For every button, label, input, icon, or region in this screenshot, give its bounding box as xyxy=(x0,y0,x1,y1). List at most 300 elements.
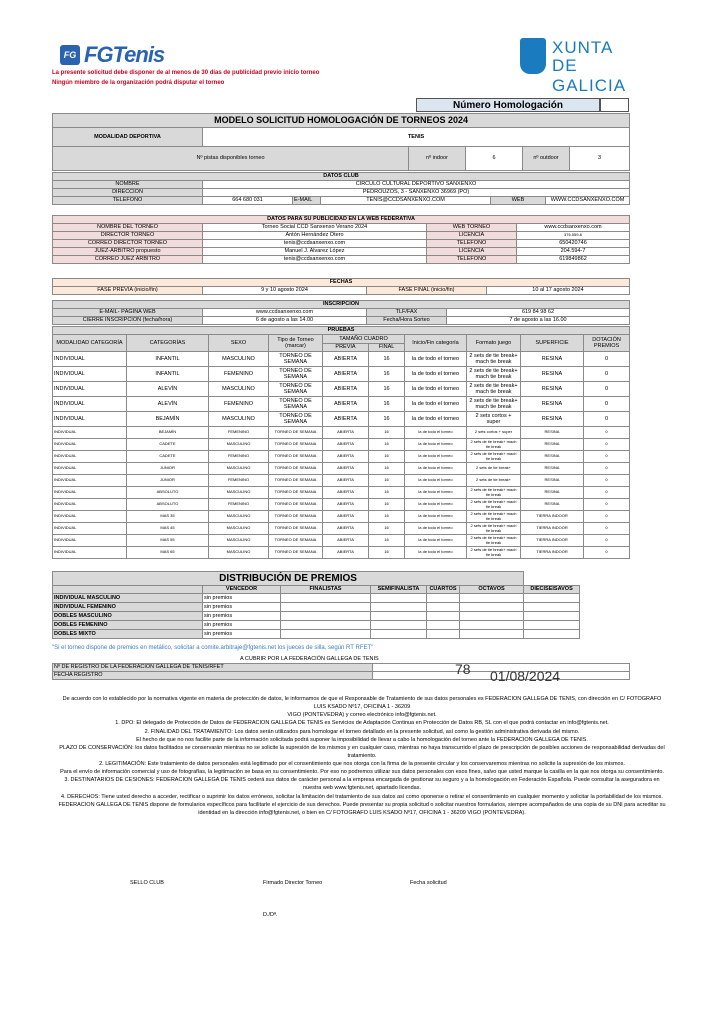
pruebas-cell-inicio[interactable]: la de todo el torneo xyxy=(405,397,467,412)
pruebas-cell-formato[interactable]: 2 sets de tie break+ mach tie break xyxy=(467,397,521,412)
pruebas-cell-sexo[interactable]: MASCULINO xyxy=(209,523,269,535)
pruebas-cell-inicio[interactable]: la de todo el torneo xyxy=(405,463,467,475)
sello-club-label: SELLO CLUB xyxy=(130,880,164,886)
xunta-crest-icon xyxy=(520,38,546,74)
pruebas-cell-sexo[interactable]: FEMENINO xyxy=(209,499,269,511)
pruebas-cell-mod[interactable]: INDIVIDUAL xyxy=(53,382,127,397)
pruebas-cell-cat[interactable]: CADETE xyxy=(127,439,209,451)
pruebas-cell-sexo[interactable]: FEMENINO xyxy=(209,367,269,382)
pruebas-cell-inicio[interactable]: la de todo el torneo xyxy=(405,412,467,427)
pruebas-cell-final[interactable]: 16 xyxy=(369,535,405,547)
pruebas-cell-dot[interactable]: 0 xyxy=(584,475,630,487)
pruebas-row xyxy=(53,463,630,475)
pruebas-cell-dot[interactable]: 0 xyxy=(584,511,630,523)
registro-label: Nº DE REGISTRO DE LA FEDERACIÓN GALLEGA DE TENIS/RFET xyxy=(53,664,373,672)
club-telefono-label: TELÉFONO xyxy=(53,197,203,205)
pruebas-row xyxy=(53,427,630,439)
premios-empty-cell[interactable] xyxy=(281,621,371,630)
pruebas-cell-cat[interactable]: ALEVÍN xyxy=(127,382,209,397)
pruebas-cell-dot[interactable]: 0 xyxy=(584,547,630,559)
pruebas-cell-sup[interactable]: RESINA xyxy=(521,412,584,427)
pruebas-cell-dot[interactable]: 0 xyxy=(584,427,630,439)
pruebas-cell-tipo[interactable]: TORNEO DE SEMANA xyxy=(269,475,323,487)
premios-empty-cell[interactable] xyxy=(427,603,460,612)
pruebas-cell-sexo[interactable]: MASCULINO xyxy=(209,487,269,499)
fed-label-nombre-torneo: NOMBRE DEL TORNEO xyxy=(53,224,203,232)
pruebas-cell-sup[interactable]: RESINA xyxy=(521,463,584,475)
pruebas-cell-sexo[interactable]: MASCULINO xyxy=(209,547,269,559)
pruebas-cell-formato[interactable]: 2 sets de tie break+ mach tie break xyxy=(467,451,521,463)
sorteo-value[interactable]: 7 de agosto a las 16.00 xyxy=(447,317,630,325)
pruebas-cell-cat[interactable]: JUNIOR xyxy=(127,463,209,475)
fed-value-nombre-torneo[interactable]: Torneo Social CCD Sanxenxo Verano 2024 xyxy=(203,224,427,232)
pruebas-cell-dot[interactable]: 0 xyxy=(584,397,630,412)
pruebas-cell-sup[interactable]: TIERRA INDOOR xyxy=(521,547,584,559)
header-table xyxy=(52,113,630,171)
pruebas-cell-final[interactable]: 16 xyxy=(369,463,405,475)
pruebas-cell-cat[interactable]: ALEVÍN xyxy=(127,397,209,412)
pruebas-cell-tipo[interactable]: TORNEO DE SEMANA xyxy=(269,382,323,397)
pruebas-cell-previa[interactable]: ABIERTA xyxy=(323,439,369,451)
pruebas-cell-sup[interactable]: TIERRA INDOOR xyxy=(521,535,584,547)
pruebas-cell-dot[interactable]: 0 xyxy=(584,367,630,382)
fed-value-telefono-director[interactable]: 650420746 xyxy=(517,240,630,248)
col-formato: Formato juego xyxy=(467,335,521,352)
fase-previa-value[interactable]: 9 y 10 agosto 2024 xyxy=(203,287,367,295)
premios-empty-cell[interactable] xyxy=(427,630,460,639)
pruebas-cell-final[interactable]: 16 xyxy=(369,439,405,451)
pruebas-cell-sup[interactable]: RESINA xyxy=(521,451,584,463)
pruebas-cell-final[interactable]: 16 xyxy=(369,451,405,463)
premios-row xyxy=(53,630,630,639)
legal-paragraph: 1. DPO: El delegado de Protección de Datos de FEDERACION GALLEGA DE TENIS es Servicios de Adaptación Continua en Protección de Datos RB, SL con el que podrá contactar en info@fgtenis.net. xyxy=(115,720,609,727)
pruebas-cell-final[interactable]: 16 xyxy=(369,382,405,397)
xunta-logo-line1: XUNTA xyxy=(552,38,614,57)
pruebas-row xyxy=(53,382,630,397)
pruebas-cell-tipo[interactable]: TORNEO DE SEMANA xyxy=(269,451,323,463)
fed-value-licencia-juez[interactable]: 204.594-7 xyxy=(517,248,630,256)
pruebas-cell-sup[interactable]: RESINA xyxy=(521,397,584,412)
pruebas-cell-dot[interactable]: 0 xyxy=(584,535,630,547)
pruebas-cell-mod[interactable]: INDIVIDUAL xyxy=(53,475,127,487)
premios-col-octavos: OCTAVOS xyxy=(460,586,524,594)
pruebas-row xyxy=(53,547,630,559)
premios-empty-cell[interactable] xyxy=(460,630,524,639)
pruebas-cell-tipo[interactable]: TORNEO DE SEMANA xyxy=(269,352,323,367)
pruebas-cell-previa[interactable]: ABIERTA xyxy=(323,382,369,397)
premios-empty-cell[interactable] xyxy=(460,621,524,630)
pruebas-cell-sexo[interactable]: FEMENINO xyxy=(209,451,269,463)
pruebas-cell-inicio[interactable]: la de todo el torneo xyxy=(405,367,467,382)
club-web-value[interactable]: WWW.CCDSANXENXO.COM xyxy=(546,197,630,205)
indoor-label: nº indoor xyxy=(409,147,466,171)
premios-vencedor-value[interactable]: sin premios xyxy=(203,603,281,612)
pruebas-cell-tipo[interactable]: TORNEO DE SEMANA xyxy=(269,427,323,439)
pruebas-cell-mod[interactable]: INDIVIDUAL xyxy=(53,397,127,412)
pruebas-section-title: PRUEBAS xyxy=(53,327,630,335)
pruebas-cell-cat[interactable]: MAS 45 xyxy=(127,523,209,535)
pruebas-cell-sup[interactable]: RESINA xyxy=(521,487,584,499)
fase-final-label: FASE FINAL (inicio/fin) xyxy=(367,287,487,295)
pruebas-cell-inicio[interactable]: la de todo el torneo xyxy=(405,382,467,397)
pruebas-cell-previa[interactable]: ABIERTA xyxy=(323,352,369,367)
pruebas-cell-dot[interactable]: 0 xyxy=(584,523,630,535)
pruebas-cell-mod[interactable]: INDIVIDUAL xyxy=(53,427,127,439)
pruebas-cell-previa[interactable]: ABIERTA xyxy=(323,427,369,439)
premios-empty-cell[interactable] xyxy=(460,594,524,603)
pruebas-cell-sexo[interactable]: FEMENINO xyxy=(209,475,269,487)
pruebas-cell-cat[interactable]: ABSOLUTO xyxy=(127,487,209,499)
inscripcion-email-value[interactable]: www.ccdsanxenxo.com xyxy=(203,309,367,317)
pruebas-cell-dot[interactable]: 0 xyxy=(584,352,630,367)
premios-row xyxy=(53,621,630,630)
pruebas-cell-sexo[interactable]: FEMENINO xyxy=(209,397,269,412)
fed-value-web-torneo[interactable]: www.ccdsanxenxo.com xyxy=(517,224,630,232)
pruebas-cell-previa[interactable]: ABIERTA xyxy=(323,547,369,559)
pruebas-cell-tipo[interactable]: TORNEO DE SEMANA xyxy=(269,367,323,382)
outdoor-label: nº outdoor xyxy=(523,147,570,171)
premios-vencedor-value[interactable]: sin premios xyxy=(203,621,281,630)
pruebas-row xyxy=(53,475,630,487)
inscripcion-tlf-value[interactable]: 619 84 98 62 xyxy=(447,309,630,317)
pruebas-cell-cat[interactable]: INFANTIL xyxy=(127,367,209,382)
pruebas-cell-previa[interactable]: ABIERTA xyxy=(323,463,369,475)
pruebas-cell-sup[interactable]: TIERRA INDOOR xyxy=(521,523,584,535)
premios-empty-cell[interactable] xyxy=(371,621,427,630)
pruebas-cell-previa[interactable]: ABIERTA xyxy=(323,412,369,427)
pruebas-cell-final[interactable]: 16 xyxy=(369,547,405,559)
pruebas-cell-dot[interactable]: 0 xyxy=(584,463,630,475)
pruebas-cell-inicio[interactable]: la de todo el torneo xyxy=(405,439,467,451)
premios-vencedor-value[interactable]: sin premios xyxy=(203,612,281,621)
pruebas-cell-sup[interactable]: RESINA xyxy=(521,352,584,367)
premios-empty-cell[interactable] xyxy=(524,630,580,639)
pruebas-cell-inicio[interactable]: la de todo el torneo xyxy=(405,352,467,367)
pruebas-cell-previa[interactable]: ABIERTA xyxy=(323,397,369,412)
pruebas-row xyxy=(53,499,630,511)
federativa-section-title: DATOS PARA SU PUBLICIDAD EN LA WEB FEDERATIVA xyxy=(53,216,630,224)
inscripcion-section-title: INSCRIPCIÓN xyxy=(53,301,630,309)
club-direccion-value[interactable]: PEDROUZOS, 3 - SANXENXO 36969 (PO) xyxy=(203,189,630,197)
form-title: MODELO SOLICITUD HOMOLOGACIÓN DE TORNEOS 2024 xyxy=(53,114,630,128)
pruebas-cell-formato[interactable]: 2 sets de tie break+ mach tie break xyxy=(467,499,521,511)
pruebas-cell-formato[interactable]: 2 sets de tie break+ xyxy=(467,463,521,475)
pruebas-table xyxy=(52,326,630,559)
premios-empty-cell[interactable] xyxy=(427,594,460,603)
pruebas-cell-final[interactable]: 16 xyxy=(369,499,405,511)
pruebas-cell-mod[interactable]: INDIVIDUAL xyxy=(53,463,127,475)
premios-row xyxy=(53,594,630,603)
pruebas-cell-tipo[interactable]: TORNEO DE SEMANA xyxy=(269,397,323,412)
pruebas-cell-formato[interactable]: 2 sets de tie break+ mach tie break xyxy=(467,523,521,535)
premios-empty-cell[interactable] xyxy=(460,612,524,621)
pruebas-cell-sup[interactable]: RESINA xyxy=(521,499,584,511)
pruebas-cell-final[interactable]: 16 xyxy=(369,475,405,487)
pruebas-row xyxy=(53,511,630,523)
fechas-table xyxy=(52,278,630,295)
warning-organizacion: Ningún miembro de la organización podrá disputar el torneo xyxy=(52,80,225,86)
club-direccion-label: DIRECCIÓN xyxy=(53,189,203,197)
pruebas-cell-sexo[interactable]: MASCULINO xyxy=(209,463,269,475)
pruebas-cell-mod[interactable]: INDIVIDUAL xyxy=(53,352,127,367)
legal-paragraph: 4. DERECHOS: Tiene usted derecho a acceder, rectificar o suprimir los datos erróneos, solicitar la limitación del tratamiento de sus datos así como oponerse o retirar el consentimiento en cualquier momento y solicitar la portabilidad de los mismos. xyxy=(61,793,663,800)
pruebas-cell-cat[interactable]: INFANTIL xyxy=(127,352,209,367)
pruebas-cell-formato[interactable]: 2 sets de tie break+ mach tie break xyxy=(467,487,521,499)
pruebas-row xyxy=(53,352,630,367)
fed-label-telefono-juez: TELÉFONO xyxy=(427,256,517,264)
pruebas-cell-tipo[interactable]: TORNEO DE SEMANA xyxy=(269,463,323,475)
premios-note: "Si el torneo dispone de premios en metálico, solicitar a comite.arbitraje@fgtenis.net los jueces de silla, según RT RFET" xyxy=(52,645,374,651)
pruebas-cell-mod[interactable]: INDIVIDUAL xyxy=(53,487,127,499)
numero-homologacion-value[interactable] xyxy=(600,98,629,112)
fed-value-licencia-director[interactable]: 376.559-6 xyxy=(517,232,630,240)
premios-empty-cell[interactable] xyxy=(371,594,427,603)
pruebas-cell-tipo[interactable]: TORNEO DE SEMANA xyxy=(269,439,323,451)
pruebas-cell-cat[interactable]: BEJAMÍN xyxy=(127,427,209,439)
col-sexo: SEXO xyxy=(209,335,269,352)
federacion-cubrir-label: A CUBRIR POR LA FEDERACIÓN GALLEGA DE TENIS xyxy=(240,656,379,662)
pruebas-cell-final[interactable]: 16 xyxy=(369,367,405,382)
col-dotacion: DOTACIÓN PREMIOS xyxy=(584,335,630,352)
fed-value-correo-juez[interactable]: tenis@ccdsanxenxo.com xyxy=(203,256,427,264)
premios-empty-cell[interactable] xyxy=(371,612,427,621)
pruebas-cell-cat[interactable]: BEJAMÍN xyxy=(127,412,209,427)
numero-homologacion-label: Número Homologación xyxy=(416,98,600,112)
pruebas-cell-mod[interactable]: INDIVIDUAL xyxy=(53,367,127,382)
pruebas-cell-previa[interactable]: ABIERTA xyxy=(323,535,369,547)
premios-empty-cell[interactable] xyxy=(371,630,427,639)
pruebas-cell-sup[interactable]: RESINA xyxy=(521,475,584,487)
premios-empty-cell[interactable] xyxy=(524,603,580,612)
pruebas-cell-sup[interactable]: RESINA xyxy=(521,427,584,439)
premios-vencedor-value[interactable]: sin premios xyxy=(203,630,281,639)
fed-value-telefono-juez[interactable]: 619849862 xyxy=(517,256,630,264)
pruebas-cell-sexo[interactable]: MASCULINO xyxy=(209,412,269,427)
premios-table xyxy=(52,571,630,639)
fecha-solicitud-label: Fecha solicitud xyxy=(410,880,447,886)
inscripcion-email-label: E-MAIL- PÁGINA WEB xyxy=(53,309,203,317)
fed-label-director: DIRECTOR TORNEO xyxy=(53,232,203,240)
pruebas-cell-dot[interactable]: 0 xyxy=(584,382,630,397)
premios-row-label: INDIVIDUAL FEMENINO xyxy=(53,603,203,612)
pruebas-cell-mod[interactable]: INDIVIDUAL xyxy=(53,547,127,559)
premios-vencedor-value[interactable]: sin premios xyxy=(203,594,281,603)
fed-label-web-torneo: WEB TORNEO xyxy=(427,224,517,232)
pruebas-cell-final[interactable]: 16 xyxy=(369,487,405,499)
pruebas-cell-sup[interactable]: RESINA xyxy=(521,439,584,451)
pruebas-cell-sup[interactable]: TIERRA INDOOR xyxy=(521,511,584,523)
premios-empty-cell[interactable] xyxy=(281,630,371,639)
club-telefono-value[interactable]: 664 680 031 xyxy=(203,197,293,205)
pruebas-cell-final[interactable]: 16 xyxy=(369,511,405,523)
premios-empty-cell[interactable] xyxy=(281,603,371,612)
fed-value-director[interactable]: Antón Hernández Otero xyxy=(203,232,427,240)
pruebas-row xyxy=(53,451,630,463)
pruebas-cell-mod[interactable]: INDIVIDUAL xyxy=(53,511,127,523)
pruebas-cell-previa[interactable]: ABIERTA xyxy=(323,499,369,511)
pruebas-cell-cat[interactable]: JUNIOR xyxy=(127,475,209,487)
pruebas-cell-cat[interactable]: MAS 65 xyxy=(127,547,209,559)
club-email-value[interactable]: TENIS@CCDSANXENXO.COM xyxy=(321,197,491,205)
pruebas-cell-previa[interactable]: ABIERTA xyxy=(323,487,369,499)
pruebas-cell-inicio[interactable]: la de todo el torneo xyxy=(405,427,467,439)
fgtenis-logo-text: FGTenis xyxy=(84,42,165,67)
pruebas-cell-mod[interactable]: INDIVIDUAL xyxy=(53,523,127,535)
premios-col-dieciseisavos: DIECISEISAVOS xyxy=(524,586,580,594)
pruebas-cell-previa[interactable]: ABIERTA xyxy=(323,475,369,487)
pruebas-cell-final[interactable]: 16 xyxy=(369,397,405,412)
cierre-inscripcion-label: CIERRE INSCRIPCIÓN (fecha/hora) xyxy=(53,317,203,325)
xunta-logo-line2: DE GALICIA xyxy=(552,56,627,95)
premios-empty-cell[interactable] xyxy=(371,603,427,612)
pruebas-row xyxy=(53,523,630,535)
premios-row-label: DOBLES FEMENINO xyxy=(53,621,203,630)
premios-empty-cell[interactable] xyxy=(524,621,580,630)
pruebas-cell-dot[interactable]: 0 xyxy=(584,487,630,499)
pruebas-cell-tipo[interactable]: TORNEO DE SEMANA xyxy=(269,499,323,511)
fgtenis-logo xyxy=(60,42,185,68)
outdoor-value[interactable]: 3 xyxy=(570,147,630,171)
club-nombre-label: NOMBRE xyxy=(53,181,203,189)
pruebas-cell-inicio[interactable]: la de todo el torneo xyxy=(405,523,467,535)
legal-text xyxy=(56,695,668,817)
premios-empty-cell[interactable] xyxy=(524,612,580,621)
premios-empty-cell[interactable] xyxy=(427,612,460,621)
fed-value-juez[interactable]: Manuel J. Alvarez López xyxy=(203,248,427,256)
fgtenis-logo-mark: FG xyxy=(60,45,80,65)
premios-col-vencedor: VENCEDOR xyxy=(203,586,281,594)
col-superficie: SUPERFICIE xyxy=(521,335,584,352)
pruebas-cell-formato[interactable]: 2 sets de tie break+ mach tie break xyxy=(467,439,521,451)
numero-homologacion xyxy=(416,98,629,112)
pruebas-cell-final[interactable]: 16 xyxy=(369,412,405,427)
pruebas-cell-formato[interactable]: 2 sets cortos + super xyxy=(467,412,521,427)
premios-rows xyxy=(53,594,630,639)
legal-paragraph: 2. LEGITIMACIÓN: Este tratamiento de datos personales está legitimado por el consentimiento que nos otorga con la firma de la presente circular y los conservaremos mientras no solicite la supresión de los mismos. xyxy=(99,761,625,767)
pruebas-cell-inicio[interactable]: la de todo el torneo xyxy=(405,547,467,559)
pruebas-cell-previa[interactable]: ABIERTA xyxy=(323,367,369,382)
pruebas-cell-previa[interactable]: ABIERTA xyxy=(323,511,369,523)
pruebas-cell-dot[interactable]: 0 xyxy=(584,499,630,511)
premios-empty-cell[interactable] xyxy=(427,621,460,630)
pruebas-cell-sexo[interactable]: MASCULINO xyxy=(209,382,269,397)
pruebas-cell-formato[interactable]: 2 sets cortos + super xyxy=(467,427,521,439)
pruebas-cell-dot[interactable]: 0 xyxy=(584,439,630,451)
pruebas-cell-mod[interactable]: INDIVIDUAL xyxy=(53,451,127,463)
pruebas-cell-final[interactable]: 16 xyxy=(369,523,405,535)
pruebas-cell-tipo[interactable]: TORNEO DE SEMANA xyxy=(269,511,323,523)
premios-row-label: INDIVIDUAL MASCULINO xyxy=(53,594,203,603)
legal-paragraph: 2. FINALIDAD DEL TRATAMIENTO: Los datos serán utilizados para homologar el torneo detallado en la presente solicitud, así como la gestión administrativa derivada del mismo. xyxy=(144,728,580,735)
premios-empty-cell[interactable] xyxy=(460,603,524,612)
pruebas-cell-dot[interactable]: 0 xyxy=(584,412,630,427)
pruebas-cell-cat[interactable]: MAS 35 xyxy=(127,511,209,523)
club-nombre-value[interactable]: CIRCULO CULTURAL DEPORTIVO SANXENXO xyxy=(203,181,630,189)
pruebas-cell-final[interactable]: 16 xyxy=(369,352,405,367)
premios-empty-cell[interactable] xyxy=(281,594,371,603)
pruebas-cell-formato[interactable]: 2 sets de tie break+ mach tie break xyxy=(467,352,521,367)
pruebas-cell-formato[interactable]: 2 sets de tie break+ xyxy=(467,475,521,487)
pruebas-cell-formato[interactable]: 2 sets de tie break+ mach tie break xyxy=(467,547,521,559)
pruebas-cell-cat[interactable]: ABSOLUTO xyxy=(127,499,209,511)
premios-row xyxy=(53,603,630,612)
pruebas-cell-final[interactable]: 16 xyxy=(369,427,405,439)
pruebas-cell-sup[interactable]: RESINA xyxy=(521,382,584,397)
fed-value-correo-director[interactable]: tenis@ccdsanxenxo.com xyxy=(203,240,427,248)
pruebas-cell-mod[interactable]: INDIVIDUAL xyxy=(53,499,127,511)
pruebas-cell-previa[interactable]: ABIERTA xyxy=(323,523,369,535)
fed-label-correo-director: CORREO DIRECTOR TORNEO xyxy=(53,240,203,248)
pruebas-cell-dot[interactable]: 0 xyxy=(584,451,630,463)
pruebas-cell-sexo[interactable]: MASCULINO xyxy=(209,439,269,451)
fase-final-value[interactable]: 10 al 17 agosto 2024 xyxy=(487,287,630,295)
pruebas-row xyxy=(53,487,630,499)
fechas-section-title: FECHAS xyxy=(53,279,630,287)
pruebas-cell-mod[interactable]: INDIVIDUAL xyxy=(53,412,127,427)
club-web-label: WEB xyxy=(491,197,546,205)
premios-row xyxy=(53,612,630,621)
pruebas-cell-formato[interactable]: 2 sets de tie break+ mach tie break xyxy=(467,382,521,397)
firma-director-label: Firmado Director Torneo xyxy=(263,880,323,886)
pruebas-cell-cat[interactable]: CADETE xyxy=(127,451,209,463)
premios-empty-cell[interactable] xyxy=(281,612,371,621)
pruebas-cell-tipo[interactable]: TORNEO DE SEMANA xyxy=(269,412,323,427)
pruebas-cell-sexo[interactable]: MASCULINO xyxy=(209,535,269,547)
premios-title: DISTRIBUCIÓN DE PREMIOS xyxy=(53,572,524,586)
indoor-value[interactable]: 6 xyxy=(466,147,523,171)
pruebas-cell-cat[interactable]: MAS 55 xyxy=(127,535,209,547)
premios-col-semifinalista: SEMIFINALISTA xyxy=(371,586,427,594)
pruebas-cell-sup[interactable]: RESINA xyxy=(521,367,584,382)
fase-previa-label: FASE PREVIA (inicio/fin) xyxy=(53,287,203,295)
pruebas-rows xyxy=(53,352,630,559)
premios-empty-cell[interactable] xyxy=(524,594,580,603)
pruebas-cell-inicio[interactable]: la de todo el torneo xyxy=(405,487,467,499)
pruebas-cell-formato[interactable]: 2 sets de tie break+ mach tie break xyxy=(467,511,521,523)
club-section-title: DATOS CLUB xyxy=(53,173,630,181)
pruebas-cell-tipo[interactable]: TORNEO DE SEMANA xyxy=(269,547,323,559)
col-inicio-fin: Inicio/Fin categoría xyxy=(405,335,467,352)
pruebas-cell-tipo[interactable]: TORNEO DE SEMANA xyxy=(269,487,323,499)
pruebas-cell-inicio[interactable]: la de todo el torneo xyxy=(405,451,467,463)
pruebas-cell-formato[interactable]: 2 sets de tie break+ mach tie break xyxy=(467,367,521,382)
sorteo-label: Fecha/Hora Sorteo xyxy=(367,317,447,325)
pruebas-cell-sexo[interactable]: MASCULINO xyxy=(209,511,269,523)
pruebas-cell-inicio[interactable]: la de todo el torneo xyxy=(405,499,467,511)
modalidad-value[interactable]: TENIS xyxy=(203,128,630,147)
pruebas-cell-mod[interactable]: INDIVIDUAL xyxy=(53,535,127,547)
legal-paragraph: Para el envío de información comercial y uso de fotografías, la legitimación se basa en su consentimiento. Por eso no podremos utilizar sus datos personales con esos fines, salvo que usted marque la casilla en la que nos otorga su consentimiento. xyxy=(60,769,664,776)
pruebas-cell-tipo[interactable]: TORNEO DE SEMANA xyxy=(269,535,323,547)
pruebas-cell-previa[interactable]: ABIERTA xyxy=(323,451,369,463)
pruebas-cell-inicio[interactable]: la de todo el torneo xyxy=(405,535,467,547)
col-final: FINAL xyxy=(369,344,405,352)
cierre-inscripcion-value[interactable]: 6 de agosto a las 14.00 xyxy=(203,317,367,325)
inscripcion-tlf-label: TLF/FAX xyxy=(367,309,447,317)
pruebas-cell-tipo[interactable]: TORNEO DE SEMANA xyxy=(269,523,323,535)
fecha-registro-label: FECHA REGISTRO xyxy=(53,672,373,680)
pruebas-cell-formato[interactable]: 2 sets de tie break+ mach tie break xyxy=(467,535,521,547)
pruebas-cell-inicio[interactable]: la de todo el torneo xyxy=(405,511,467,523)
club-table xyxy=(52,172,630,205)
pruebas-cell-sexo[interactable]: MASCULINO xyxy=(209,352,269,367)
premios-row-label: DOBLES MASCULINO xyxy=(53,612,203,621)
pruebas-cell-sexo[interactable]: FEMENINO xyxy=(209,427,269,439)
pruebas-cell-mod[interactable]: INDIVIDUAL xyxy=(53,439,127,451)
pruebas-cell-inicio[interactable]: la de todo el torneo xyxy=(405,475,467,487)
legal-paragraph: 3. DESTINATARIOS DE CESIONES: FEDERACION GALLEGA DE TENIS cederá sus datos de carácter personal a la empresa encargada de gestionar su seguro y a la homologación en Federación Española. Puede consultar la aseguradora en nuestra web www.fgtenis.net, apartado licendas. xyxy=(64,777,660,792)
col-tipo-torneo: Tipo de Torneo (marcar) xyxy=(269,335,323,352)
